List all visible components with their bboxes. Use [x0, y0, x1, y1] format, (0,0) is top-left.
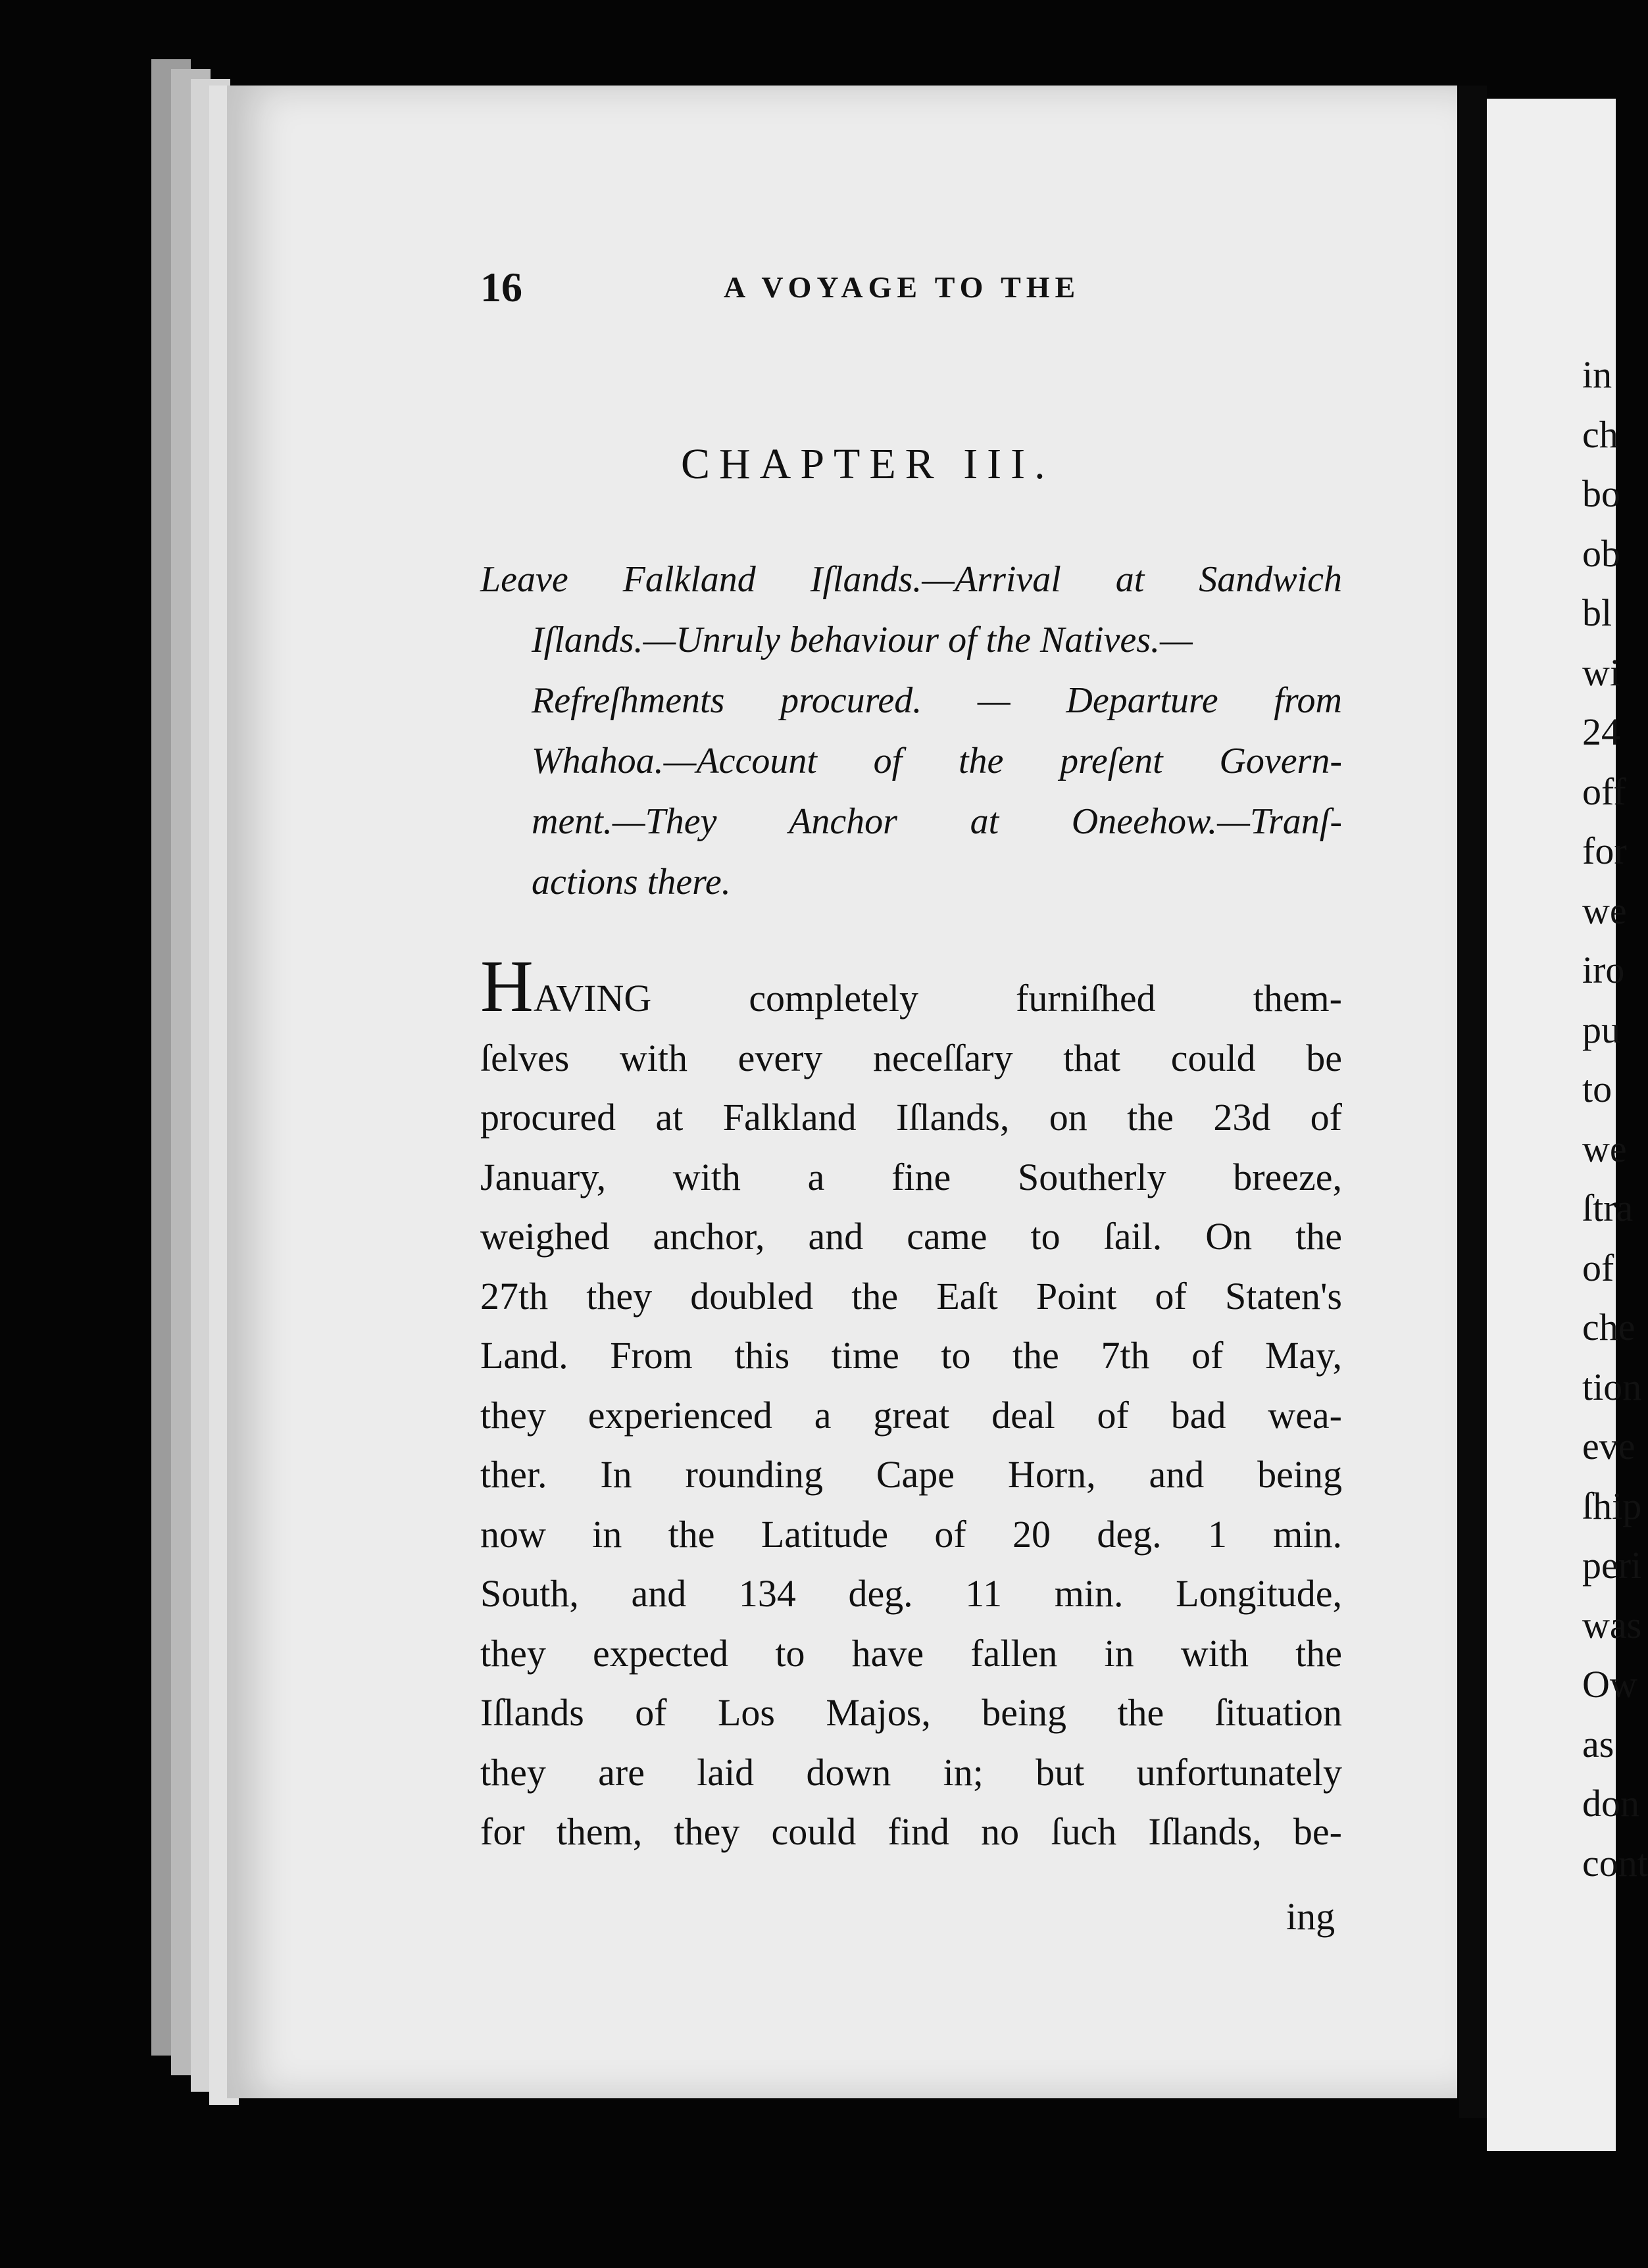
summary-line: Refreſhments procured. — Departure from — [532, 680, 1342, 721]
body-line: ſelves with every neceſſary that could be — [480, 1036, 1342, 1079]
summary-line: ment.—They Anchor at Oneehow.—Tranſ- — [532, 801, 1342, 842]
body-line: weighed anchor, and came to ſail. On the — [480, 1215, 1342, 1258]
body-line: they expected to have fallen in with the — [480, 1631, 1342, 1675]
summary-line: Whahoa.—Account of the preſent Govern- — [532, 741, 1342, 781]
summary-line: Leave Falkland Iſlands.—Arrival at Sandwich — [480, 559, 1342, 600]
summary-line: Iſlands.—Unruly behaviour of the Natives.— — [532, 620, 1193, 660]
body-line: South, and 134 deg. 11 min. Longitude, — [480, 1572, 1342, 1615]
body-line: Iſlands of Los Majos, being the ſituation — [480, 1691, 1342, 1734]
page-number: 16 — [480, 264, 522, 310]
body-line: Land. From this time to the 7th of May, — [480, 1334, 1342, 1377]
body-line: ther. In rounding Cape Horn, and being — [480, 1453, 1342, 1496]
book-gutter — [1459, 86, 1487, 2118]
drop-cap: H — [480, 946, 534, 1027]
body-line: January, with a fine Southerly breeze, — [480, 1155, 1342, 1198]
summary-line: actions there. — [532, 862, 731, 902]
chapter-summary — [480, 549, 1342, 912]
chapter-title: CHAPTER III. — [681, 440, 1055, 488]
body-line: 27th they doubled the Eaſt Point of Staten's — [480, 1274, 1342, 1318]
body-line: now in the Latitude of 20 deg. 1 min. — [480, 1512, 1342, 1556]
body-line: for them, they could find no ſuch Iſlands, be- — [480, 1810, 1342, 1853]
body-line: procured at Falkland Iſlands, on the 23d of — [480, 1096, 1342, 1139]
catchword: ing — [1286, 1895, 1336, 1938]
body-paragraph — [480, 946, 1342, 1862]
body-line-first: HAVING completely furniſhed them- — [480, 946, 1342, 1027]
body-line: they are laid down in; but unfortunately — [480, 1750, 1342, 1794]
body-line: they experienced a great deal of bad wea- — [480, 1393, 1342, 1437]
facing-page-text: in ch bo ob bl wi 24 off for we iro pu to we ſtra of che tion eve ſhip peri was Ow as don cont — [1582, 353, 1648, 1885]
running-head: A VOYAGE TO THE — [724, 270, 1081, 304]
